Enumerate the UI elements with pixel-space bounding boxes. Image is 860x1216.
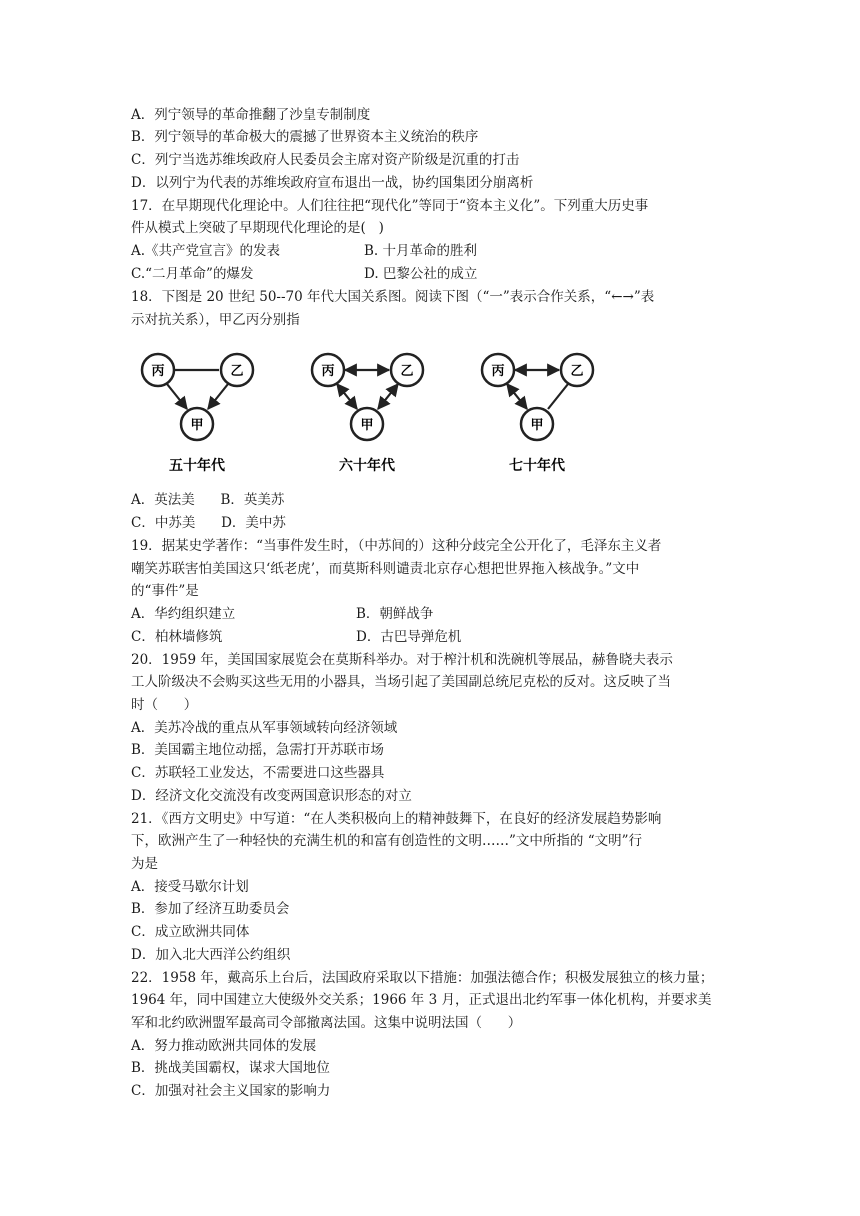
q20-option-d: D．经济文化交流没有改变两国意识形态的对立 <box>131 788 412 804</box>
q19-option-b: B．朝鲜战争 <box>356 606 434 622</box>
q16-option-c: C．列宁当选苏维埃政府人民委员会主席对资产阶级是沉重的打击 <box>131 152 520 168</box>
arrow-yi-jia <box>208 384 228 409</box>
q20-stem-line3: 时（ ） <box>131 697 198 713</box>
q20-stem-line2: 工人阶级决不会购买这些无用的小器具，当场引起了美国副总统尼克松的反对。这反映了当 <box>131 674 671 690</box>
panel-caption: 七十年代 <box>509 458 565 474</box>
q22-option-a: A．努力推动欧洲共同体的发展 <box>131 1038 317 1054</box>
q17-option-d: D. 巴黎公社的成立 <box>364 266 478 282</box>
arrow-yi-jia <box>378 384 398 409</box>
node-label-yi: 乙 <box>230 364 244 379</box>
line-yi-jia <box>548 384 568 409</box>
node-label-bing: 丙 <box>151 364 165 379</box>
q19-stem-line2: 嘲笑苏联害怕美国这只‘纸老虎’，而莫斯科则谴责北京存心想把世界拖入核战争。”文中 <box>131 561 640 577</box>
arrow-bing-jia <box>167 384 187 409</box>
q19-option-d: D．古巴导弹危机 <box>356 629 462 645</box>
panel-1950s <box>142 354 253 474</box>
q21-option-b: B．参加了经济互助委员会 <box>131 901 290 917</box>
q16-option-b: B．列宁领导的革命极大的震撼了世界资本主义统治的秩序 <box>131 129 479 145</box>
q18-stem-line2: 示对抗关系），甲乙丙分别指 <box>131 312 300 328</box>
q17-option-c: C.“二月革命”的爆发 <box>131 266 254 282</box>
q21-option-c: C．成立欧洲共同体 <box>131 924 250 940</box>
q22-stem-line1: 22．1958 年，戴高乐上台后，法国政府采取以下措施：加强法德合作；积极发展独立的核力量； <box>131 970 714 986</box>
q17-option-a: A.《共产党宣言》的发表 <box>131 243 281 259</box>
q17-option-b: B. 十月革命的胜利 <box>364 243 478 259</box>
q19-option-a: A．华约组织建立 <box>131 606 236 622</box>
q21-stem-line2: 下，欧洲产生了一种轻快的充满生机的和富有创造性的文明……”文中所指的 “文明”行 <box>131 833 642 849</box>
q20-option-c: C．苏联轻工业发达，不需要进口这些器具 <box>131 765 385 781</box>
q22-stem-line2: 1964 年，同中国建立大使级外交关系；1966 年 3 月，正式退出北约军事一体化机构，并要求美 <box>131 992 712 1008</box>
q18-options-cd: C．中苏美 D．美中苏 <box>131 515 286 531</box>
node-label-yi: 乙 <box>570 364 584 379</box>
q21-option-d: D．加入北大西洋公约组织 <box>131 947 291 963</box>
node-label-jia: 甲 <box>190 418 204 433</box>
q22-option-b: B．挑战美国霸权，谋求大国地位 <box>131 1060 330 1076</box>
q19-stem-line1: 19．据某史学著作：“当事件发生时，（中苏间的）这种分歧完全公开化了，毛泽东主义者 <box>131 538 662 554</box>
q17-stem-line2: 件从模式上突破了早期现代化理论的是( ) <box>131 220 384 236</box>
node-label-jia: 甲 <box>530 418 544 433</box>
q22-stem-line3: 军和北约欧洲盟军最高司令部撤离法国。这集中说明法国（ ） <box>131 1015 522 1031</box>
q20-option-a: A．美苏冷战的重点从军事领域转向经济领域 <box>131 720 398 736</box>
q21-stem-line1: 21．《西方文明史》中写道：“在人类积极向上的精神鼓舞下，在良好的经济发展趋势影响 <box>131 811 662 827</box>
panel-caption: 六十年代 <box>339 458 395 474</box>
node-label-bing: 丙 <box>491 364 505 379</box>
q16-option-d: D．以列宁为代表的苏维埃政府宣布退出一战，协约国集团分崩离析 <box>131 175 534 191</box>
q21-option-a: A．接受马歇尔计划 <box>131 879 249 895</box>
node-label-yi: 乙 <box>400 364 414 379</box>
q18-stem-line1: 18．下图是 20 世纪 50--70 年代大国关系图。阅读下图（“一”表示合作关系，“←→”表 <box>131 289 655 305</box>
q18-options-ab: A．英法美 B．英美苏 <box>131 492 285 508</box>
q16-option-a: A．列宁领导的革命推翻了沙皇专制制度 <box>131 107 371 123</box>
q19-stem-line3: 的“事件”是 <box>131 583 199 599</box>
q22-option-c: C．加强对社会主义国家的影响力 <box>131 1083 331 1099</box>
node-label-jia: 甲 <box>360 418 374 433</box>
panel-caption: 五十年代 <box>169 458 225 474</box>
node-label-bing: 丙 <box>321 364 335 379</box>
arrow-bing-jia <box>507 384 527 409</box>
panel-1970s <box>482 354 593 474</box>
panel-1960s <box>312 354 423 474</box>
q21-stem-line3: 为是 <box>131 856 158 872</box>
q20-option-b: B．美国霸主地位动摇，急需打开苏联市场 <box>131 742 384 758</box>
relations-diagram <box>128 334 598 480</box>
q20-stem-line1: 20．1959 年，美国国家展览会在莫斯科举办。对于榨汁机和洗碗机等展品，赫鲁晓夫表示 <box>131 652 673 668</box>
q19-option-c: C．柏林墙修筑 <box>131 629 223 645</box>
q17-stem-line1: 17．在早期现代化理论中。人们往往把“现代化”等同于“资本主义化”。下列重大历史事 <box>131 198 649 214</box>
arrow-bing-jia <box>337 384 357 409</box>
